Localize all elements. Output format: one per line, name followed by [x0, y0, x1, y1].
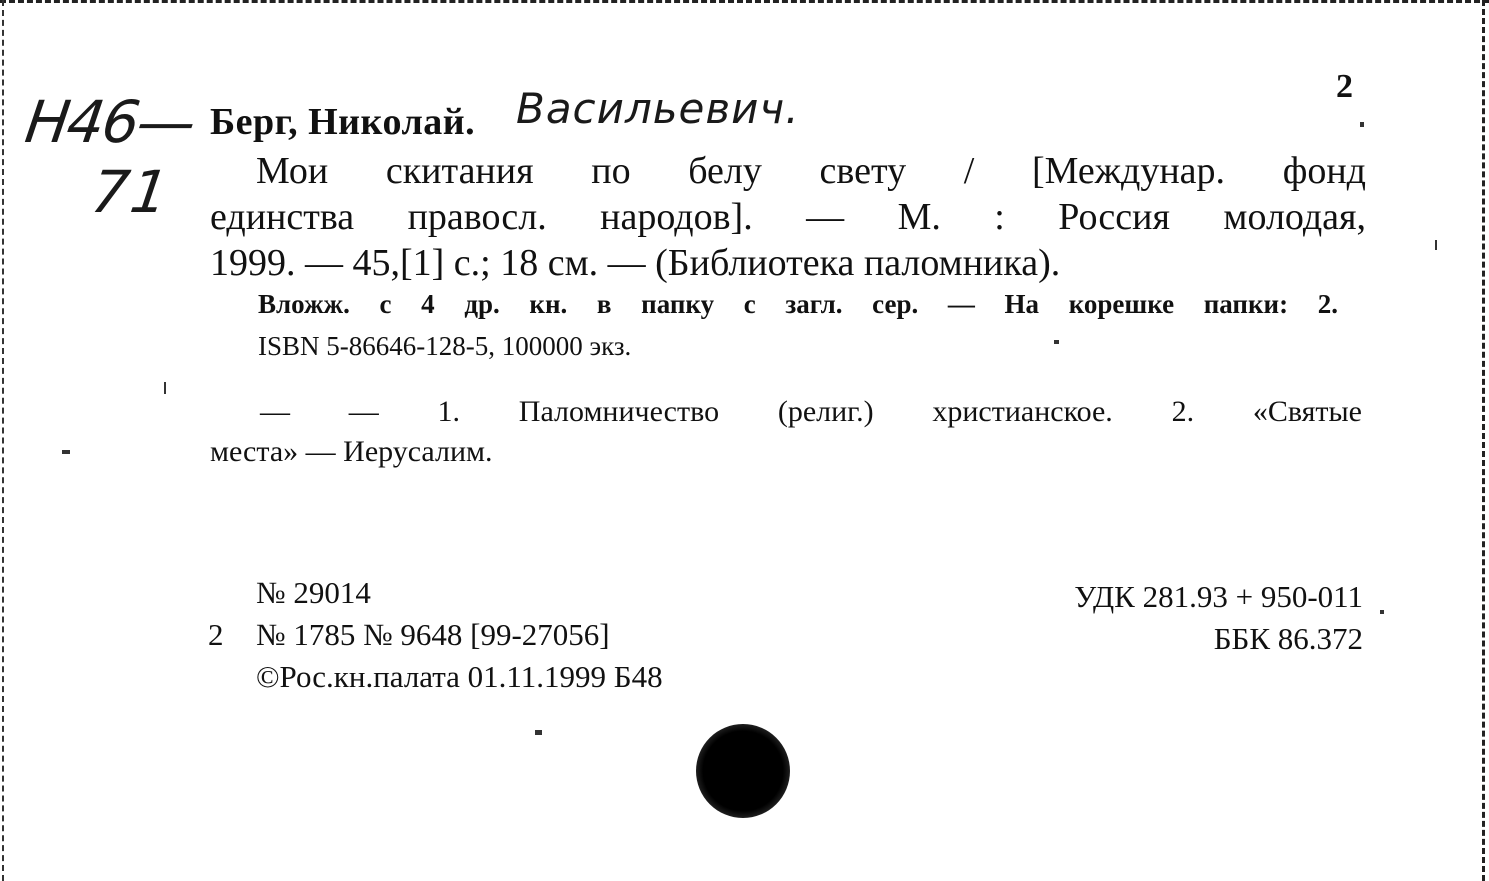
- subject-line: — — 1. Паломничество (религ.) христианское. 2. «Святые: [260, 395, 1362, 428]
- udk-code: УДК 281.93 + 950-011: [1074, 579, 1363, 614]
- registration-number: № 29014: [256, 575, 371, 610]
- shelfmark-line-2: 71: [87, 158, 175, 226]
- bibliographic-description: [210, 148, 1366, 286]
- scan-speck: [164, 382, 166, 394]
- book-chamber-line: ©Рос.кн.палата 01.11.1999 Б48: [256, 659, 663, 694]
- scan-speck: [62, 450, 70, 454]
- lead-digit: 2: [208, 617, 224, 652]
- scan-speck: [1054, 340, 1059, 344]
- scan-speck: [1435, 240, 1437, 250]
- card-right-edge: [1482, 0, 1485, 881]
- registration-numbers-row: [208, 614, 663, 656]
- bbk-code: ББК 86.372: [1213, 621, 1363, 656]
- scan-speck: [1360, 122, 1364, 127]
- description-line: 1999. — 45,[1] с.; 18 см. — (Библиотека паломника).: [210, 242, 1061, 284]
- shelfmark-line-1: Н46—: [21, 88, 199, 156]
- description-line: единства правосл. народов]. — М. : Россия молодая,: [210, 196, 1366, 238]
- card-number: 2: [1336, 68, 1353, 105]
- scan-speck: [1380, 610, 1384, 614]
- registration-block: [208, 572, 663, 698]
- classification-block: [1074, 576, 1363, 660]
- scan-speck: [535, 730, 542, 735]
- handwritten-patronymic: Васильевич.: [516, 84, 800, 133]
- author-heading: Берг, Николай.: [210, 101, 476, 143]
- description-line: Мои скитания по белу свету / [Междунар. фонд: [256, 150, 1366, 192]
- card-top-edge: [0, 0, 1489, 3]
- isbn-line: ISBN 5-86646-128-5, 100000 экз.: [258, 331, 632, 361]
- punch-hole: [696, 724, 790, 818]
- note-line: Вложж. с 4 др. кн. в папку с загл. сер. — На корешке папки: 2.: [258, 289, 1338, 319]
- subject-headings: [210, 392, 1362, 472]
- card-left-edge: [2, 0, 4, 881]
- subject-line: места» — Иерусалим.: [210, 435, 493, 468]
- registration-numbers: № 1785 № 9648 [99-27056]: [256, 617, 610, 652]
- notes-block: [258, 283, 1338, 367]
